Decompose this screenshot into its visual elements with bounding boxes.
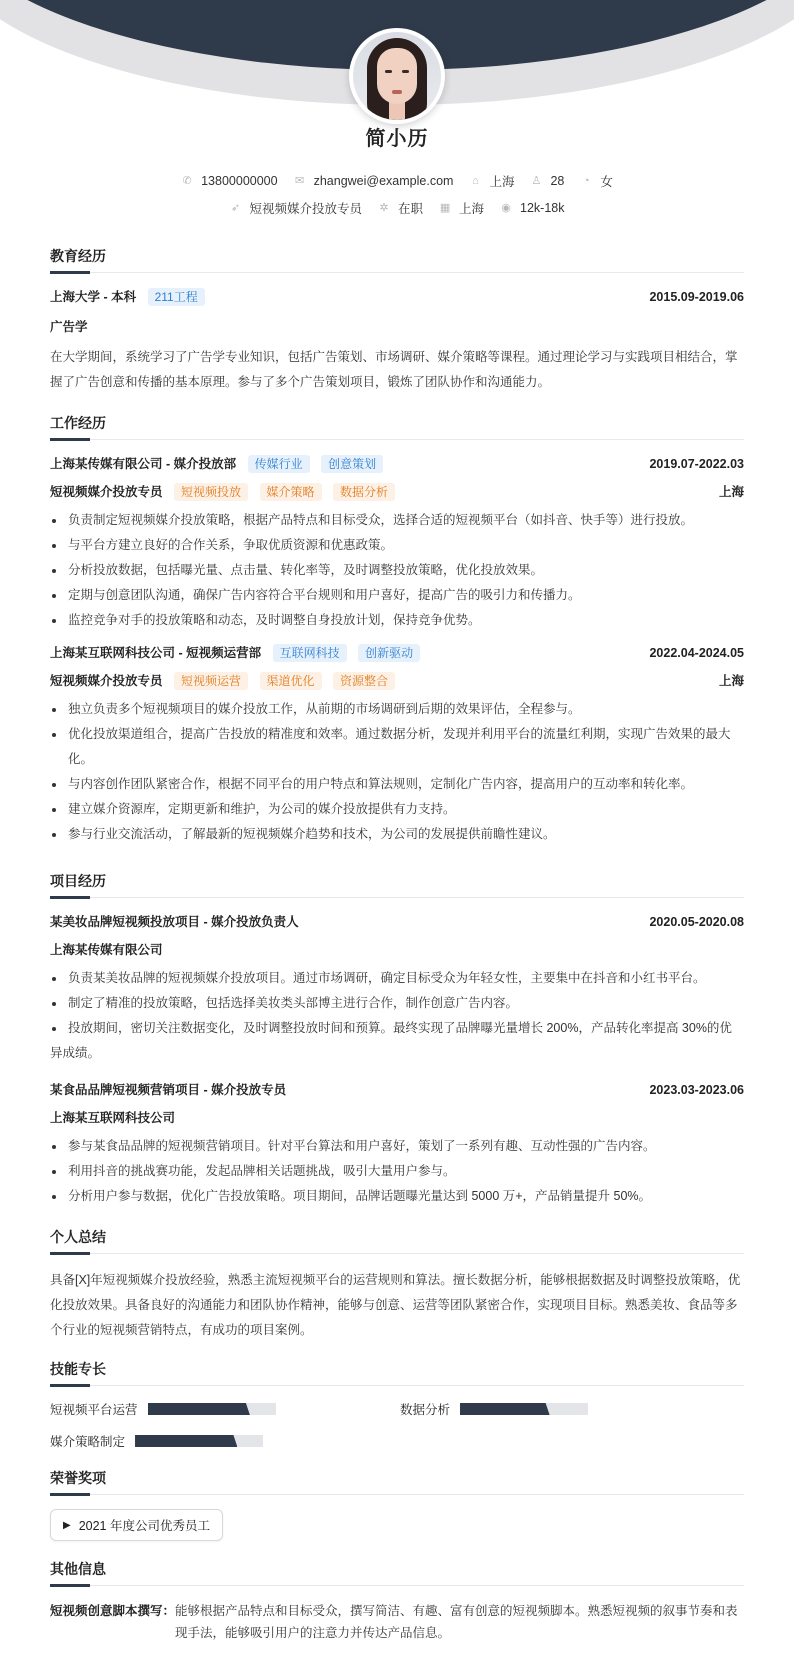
- list-item: 监控竞争对手的投放策略和动态，及时调整自身投放计划，保持竞争优势。: [50, 608, 744, 633]
- project-item: [50, 1080, 744, 1209]
- award-item[interactable]: [50, 1509, 223, 1541]
- project-date: 2023.03-2023.06: [649, 1083, 744, 1097]
- other-value: 能够根据产品特点和目标受众，撰写简洁、有趣、富有创意的短视频脚本。熟悉短视频的叙事节奏和表现手法，能够吸引用户的注意力并传达产品信息。: [175, 1604, 738, 1640]
- salary-icon: ◉: [501, 202, 511, 214]
- section-title: 荣誉奖项: [50, 1468, 744, 1495]
- list-item: 参与某食品品牌的短视频营销项目。针对平台算法和用户喜好，策划了一系列有趣、互动性强的广告内容。: [50, 1134, 744, 1159]
- gender-text: 女: [600, 175, 613, 189]
- section-skills: [50, 1359, 744, 1450]
- skill-label: 数据分析: [400, 1403, 451, 1417]
- work-item: [50, 643, 744, 847]
- list-item: 投放期间，密切关注数据变化，及时调整投放时间和预算。最终实现了品牌曝光量增长 200%，产品转化率提高 30%的优异成绩。: [50, 1016, 744, 1066]
- other-item: [50, 1600, 744, 1644]
- job-status: [378, 199, 423, 217]
- award-label: 2021 年度公司优秀员工: [78, 1519, 210, 1533]
- section-education: [50, 246, 744, 395]
- section-title: 其他信息: [50, 1559, 744, 1586]
- project-header: [50, 1080, 744, 1100]
- role-tag: 媒介策略: [260, 483, 322, 501]
- section-other: [50, 1559, 744, 1644]
- project-name: 某美妆品牌短视频投放项目 - 媒介投放负责人: [50, 915, 299, 929]
- phone-icon: ✆: [182, 175, 192, 187]
- list-item: 定期与创意团队沟通，确保广告内容符合平台规则和用户喜好，提高广告的吸引力和传播力。: [50, 583, 744, 608]
- skill-bar-fill: [148, 1403, 250, 1415]
- skills-grid: [50, 1400, 744, 1450]
- contact-info-row: [0, 172, 794, 190]
- list-item: 利用抖音的挑战赛功能，发起品牌相关话题挑战，吸引大量用户参与。: [50, 1159, 744, 1184]
- summary-text: 具备[X]年短视频媒介投放经验，熟悉主流短视频平台的运营规则和算法。擅长数据分析，能够根据数据及时调整投放策略，优化投放效果。具备良好的沟通能力和团队协作精神，能够与创意、运营等团队紧密合作，实现项目目标。熟悉美妆、食品等多个行业的短视频营销特点，有成功的项目案例。: [50, 1273, 741, 1337]
- skill-bar: [148, 1403, 276, 1415]
- work-company-row: [50, 454, 744, 474]
- project-name: 某食品品牌短视频营销项目 - 媒介投放专员: [50, 1083, 287, 1097]
- skill-bar-fill: [135, 1435, 237, 1447]
- send-icon: ➶: [230, 202, 241, 214]
- work-location: 上海: [718, 674, 744, 688]
- work-date: 2019.07-2022.03: [649, 457, 744, 471]
- company-tag: 传媒行业: [248, 455, 310, 473]
- school-tag: 211工程: [148, 288, 205, 306]
- list-item: 分析投放数据，包括曝光量、点击量、转化率等，及时调整投放策略，优化投放效果。: [50, 558, 744, 583]
- section-title: 技能专长: [50, 1359, 744, 1386]
- list-item: 与平台方建立良好的合作关系，争取优质资源和优惠政策。: [50, 533, 744, 558]
- role-tag: 短视频投放: [174, 483, 248, 501]
- location-text: 上海: [489, 175, 515, 189]
- list-item: 建立媒介资源库，定期更新和维护，为公司的媒介投放提供有力支持。: [50, 797, 744, 822]
- job-target-text: 短视频媒介投放专员: [249, 202, 362, 216]
- company-name: 上海某传媒有限公司 - 媒介投放部: [50, 457, 237, 471]
- list-item: 独立负责多个短视频项目的媒介投放工作，从前期的市场调研到后期的效果评估，全程参与。: [50, 697, 744, 722]
- skill-item: [50, 1400, 400, 1418]
- resume-header: [0, 0, 794, 232]
- skill-bar: [460, 1403, 588, 1415]
- resume-body: [0, 246, 794, 1644]
- contact-gender: [580, 172, 613, 190]
- project-item: [50, 912, 744, 1066]
- company-tag: 创意策划: [321, 455, 383, 473]
- work-date: 2022.04-2024.05: [649, 646, 744, 660]
- list-item: 优化投放渠道组合，提高广告投放的精准度和效率。通过数据分析，发现并利用平台的流量红利期，实现广告效果的最大化。: [50, 722, 744, 772]
- role-tag: 资源整合: [333, 672, 395, 690]
- email-text: zhangwei@example.com: [313, 174, 454, 188]
- section-awards: [50, 1468, 744, 1541]
- mail-icon: ✉: [294, 175, 305, 187]
- job-status-text: 在职: [398, 202, 424, 216]
- work-bullets: [50, 508, 744, 633]
- project-bullets: [50, 966, 744, 1066]
- status-icon: ✲: [379, 202, 389, 214]
- job-city-text: 上海: [459, 202, 485, 216]
- building-icon: ▦: [439, 202, 451, 214]
- project-header: [50, 912, 744, 932]
- job-target: [229, 199, 362, 217]
- avatar: [349, 28, 445, 124]
- job-salary: [500, 201, 564, 215]
- work-item: [50, 454, 744, 633]
- section-title: 工作经历: [50, 413, 744, 440]
- candidate-name: 简小历: [365, 128, 429, 150]
- job-intent-row: [0, 199, 794, 217]
- section-work: [50, 413, 744, 847]
- skill-label: 媒介策略制定: [50, 1435, 126, 1449]
- role-tag: 渠道优化: [260, 672, 322, 690]
- list-item: 参与行业交流活动，了解最新的短视频媒介趋势和技术，为公司的发展提供前瞻性建议。: [50, 822, 744, 847]
- role-tag: 短视频运营: [174, 672, 248, 690]
- list-item: 与内容创作团队紧密合作，根据不同平台的用户特点和算法规则，定制化广告内容，提高用户的互动率和转化率。: [50, 772, 744, 797]
- job-salary-text: 12k-18k: [520, 201, 565, 215]
- section-title: 项目经历: [50, 871, 744, 898]
- work-bullets: [50, 697, 744, 847]
- contact-age: [530, 174, 564, 188]
- education-header: [50, 287, 744, 307]
- company-name: 上海某互联网科技公司 - 短视频运营部: [50, 646, 262, 660]
- skill-item: [400, 1400, 750, 1418]
- project-date: 2020.05-2020.08: [649, 915, 744, 929]
- school-name: 上海大学 - 本科: [50, 290, 137, 304]
- gender-icon: ◔: [583, 175, 590, 187]
- other-key: 短视频创意脚本撰写：: [50, 1604, 176, 1618]
- work-role-row: [50, 482, 744, 502]
- education-date: 2015.09-2019.06: [649, 290, 744, 304]
- work-company-row: [50, 643, 744, 663]
- section-title: 个人总结: [50, 1227, 744, 1254]
- list-item: 分析用户参与数据，优化广告投放策略。项目期间，品牌话题曝光量达到 5000 万+，产品销量提升 50%。: [50, 1184, 744, 1209]
- job-city: [439, 199, 484, 217]
- triangle-right-icon: ▶: [63, 1519, 71, 1531]
- company-tag: 互联网科技: [273, 644, 347, 662]
- project-company: 上海某传媒有限公司: [50, 943, 163, 957]
- age-icon: ♙: [531, 175, 542, 187]
- home-icon: ⌂: [472, 175, 479, 187]
- section-projects: [50, 871, 744, 1209]
- contact-email: [294, 174, 454, 188]
- education-description: 在大学期间，系统学习了广告学专业知识，包括广告策划、市场调研、媒介策略等课程。通过理论学习与实践项目相结合，掌握了广告创意和传播的基本原理。参与了多个广告策划项目，锻炼了团队协作和沟通能力。: [50, 350, 738, 389]
- contact-phone: [181, 174, 277, 188]
- skill-bar: [135, 1435, 263, 1447]
- section-summary: [50, 1227, 744, 1343]
- role-title: 短视频媒介投放专员: [50, 674, 163, 688]
- list-item: 制定了精准的投放策略，包括选择美妆类头部博主进行合作，制作创意广告内容。: [50, 991, 744, 1016]
- project-bullets: [50, 1134, 744, 1209]
- contact-location: [469, 172, 514, 190]
- list-item: 负责制定短视频媒介投放策略，根据产品特点和目标受众，选择合适的短视频平台（如抖音、快手等）进行投放。: [50, 508, 744, 533]
- project-company: 上海某互联网科技公司: [50, 1111, 176, 1125]
- role-tag: 数据分析: [333, 483, 395, 501]
- skill-bar-fill: [460, 1403, 550, 1415]
- avatar-photo: [353, 32, 441, 120]
- list-item: 负责某美妆品牌的短视频媒介投放项目。通过市场调研，确定目标受众为年轻女性，主要集中在抖音和小红书平台。: [50, 966, 744, 991]
- work-role-row: [50, 671, 744, 691]
- role-title: 短视频媒介投放专员: [50, 485, 163, 499]
- skill-label: 短视频平台运营: [50, 1403, 138, 1417]
- section-title: 教育经历: [50, 246, 744, 273]
- company-tag: 创新驱动: [358, 644, 420, 662]
- phone-text: 13800000000: [201, 174, 278, 188]
- work-location: 上海: [718, 485, 744, 499]
- skill-item: [50, 1432, 400, 1450]
- major: 广告学: [50, 320, 88, 334]
- age-text: 28: [550, 174, 565, 188]
